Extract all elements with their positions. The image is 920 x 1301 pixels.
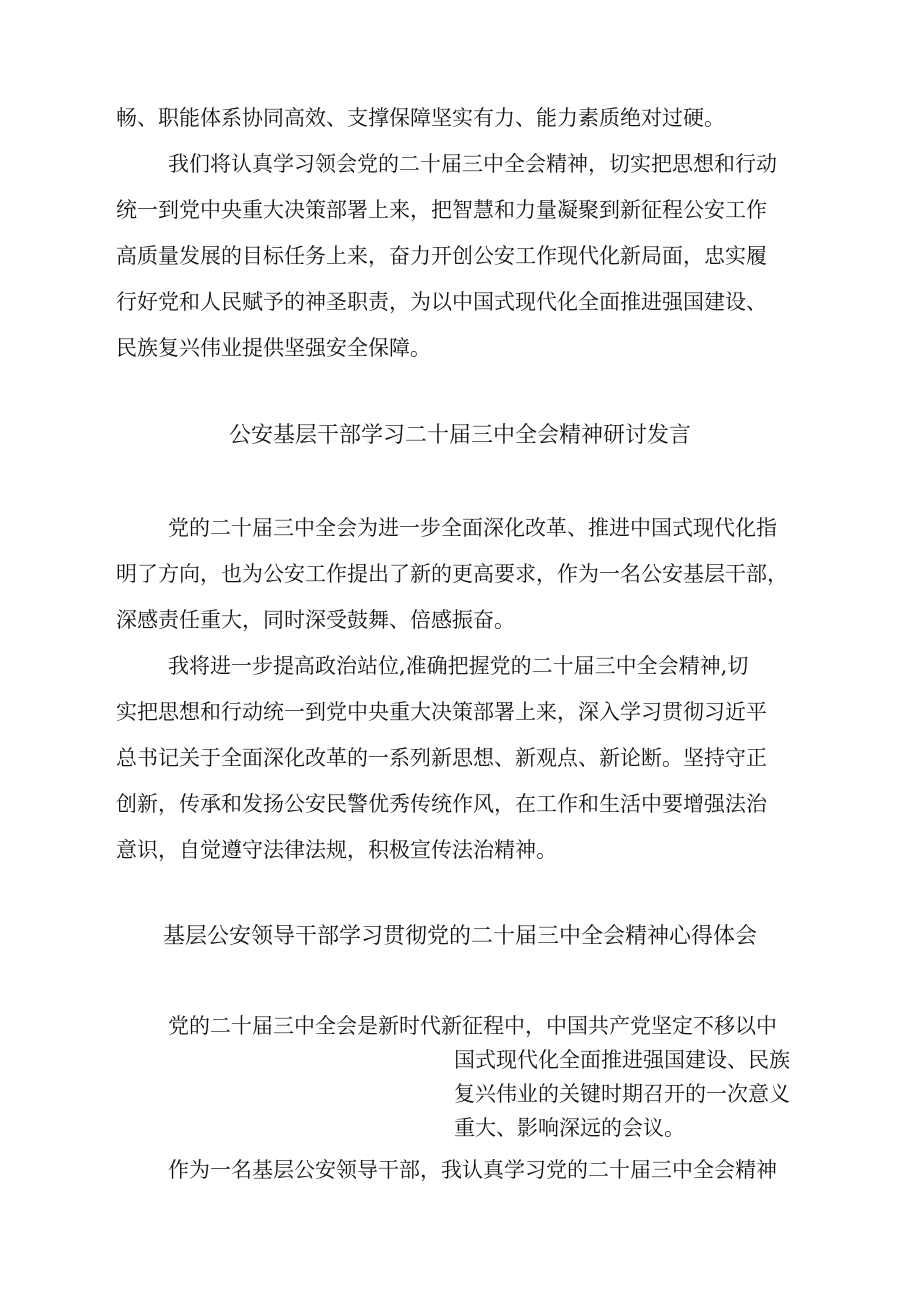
paragraph-line: 总书记关于全面深化改革的一系列新思想、新观点、新论断。坚持守正	[116, 746, 767, 770]
paragraph-line: 行好党和人民赋予的神圣职责，为以中国式现代化全面推进强国建设、	[116, 290, 767, 314]
paragraph-line: 重大、影响深远的会议。	[454, 1116, 685, 1140]
paragraph-line: 党的二十届三中全会是新时代新征程中，中国共产党坚定不移以中	[168, 1014, 777, 1038]
paragraph-line: 我们将认真学习领会党的二十届三中全会精神，切实把思想和行动	[168, 152, 777, 176]
paragraph-line: 党的二十届三中全会为进一步全面深化改革、推进中国式现代化指	[168, 516, 777, 540]
paragraph-line: 畅、职能体系协同高效、支撑保障坚实有力、能力素质绝对过硬。	[116, 106, 725, 130]
paragraph-line: 明了方向，也为公安工作提出了新的更高要求，作为一名公安基层干部，	[116, 562, 788, 586]
section-title: 基层公安领导干部学习贯彻党的二十届三中全会精神心得体会	[162, 924, 757, 949]
paragraph-line: 深感责任重大，同时深受鼓舞、倍感振奋。	[116, 608, 515, 632]
paragraph-line: 统一到党中央重大决策部署上来，把智慧和力量凝聚到新征程公安工作	[116, 198, 767, 222]
paragraph-line: 实把思想和行动统一到党中央重大决策部署上来，深入学习贯彻习近平	[116, 700, 767, 724]
paragraph-line: 作为一名基层公安领导干部，我认真学习党的二十届三中全会精神	[168, 1158, 777, 1182]
paragraph-line: 复兴伟业的关键时期召开的一次意义	[454, 1082, 790, 1106]
paragraph-line: 民族复兴伟业提供坚强安全保障。	[116, 336, 431, 360]
section-title: 公安基层干部学习二十届三中全会精神研讨发言	[228, 423, 691, 448]
paragraph-line: 国式现代化全面推进强国建设、民族	[454, 1048, 790, 1072]
paragraph-line: 我将进一步提高政治站位,准确把握党的二十届三中全会精神,切	[168, 654, 749, 678]
paragraph-line: 创新，传承和发扬公安民警优秀传统作风，在工作和生活中要增强法治	[116, 792, 767, 816]
paragraph-line: 高质量发展的目标任务上来，奋力开创公安工作现代化新局面，忠实履	[116, 244, 767, 268]
paragraph-line: 意识，自觉遵守法律法规，积极宣传法治精神。	[116, 838, 557, 862]
